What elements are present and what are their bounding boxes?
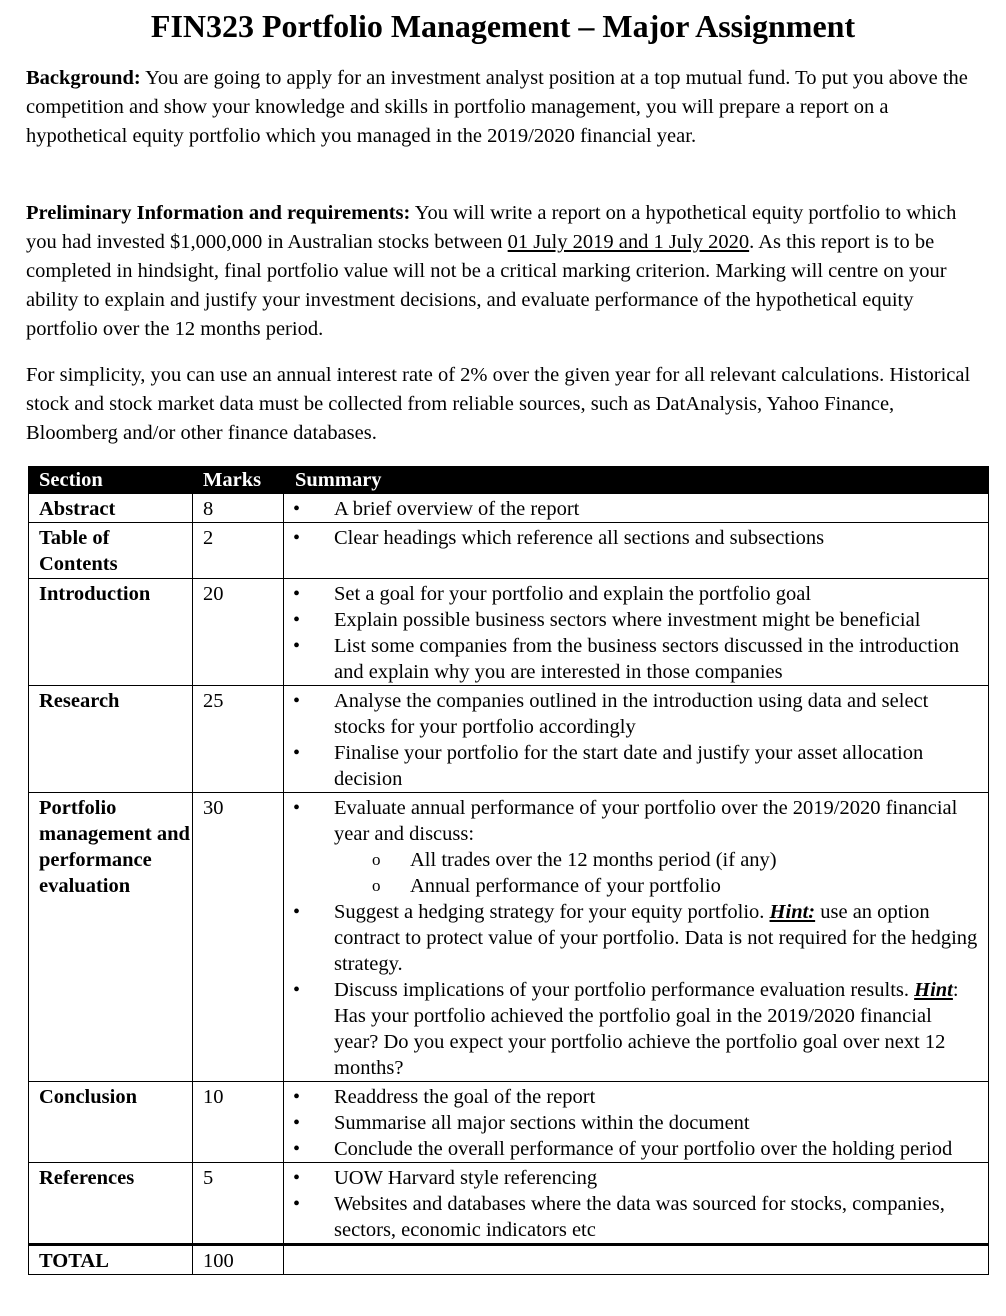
preliminary-dates: 01 July 2019 and 1 July 2020 bbox=[507, 231, 750, 253]
table-row bbox=[29, 793, 989, 1082]
preliminary-paragraph bbox=[26, 199, 988, 344]
sub-list-item: o Annual performance of your portfolio bbox=[334, 873, 980, 899]
section-introduction: Introduction bbox=[29, 579, 193, 686]
section-references: References bbox=[29, 1163, 193, 1245]
list-item: • Explain possible business sectors where investment might be beneficial bbox=[284, 607, 980, 633]
background-text: You are going to apply for an investment analyst position at a top mutual fund. To put you above the competition and show your knowledge and skills in portfolio management, you will prepare a report on a hypothetical equity portfolio which you managed in the 2019/2020 financial year. bbox=[26, 67, 968, 147]
bullet-text: Discuss implications of your portfolio performance evaluation results. bbox=[334, 979, 910, 1001]
table-row bbox=[29, 494, 989, 523]
list-item: • Readdress the goal of the report bbox=[284, 1084, 980, 1110]
list-item: • Summarise all major sections within the document bbox=[284, 1110, 980, 1136]
simplicity-paragraph: For simplicity, you can use an annual interest rate of 2% over the given year for all relevant calculations. Historical stock and stock market data must be collected from reliable sources, such as DatAnalysis, Yahoo Finance, Bloomberg and/or other finance databases. bbox=[26, 364, 971, 444]
marks-introduction: 20 bbox=[193, 579, 284, 686]
marks-abstract: 8 bbox=[193, 494, 284, 523]
background-label: Background: bbox=[26, 67, 141, 89]
table-row bbox=[29, 1082, 989, 1163]
header-summary: Summary bbox=[284, 467, 989, 494]
summary-conclusion bbox=[284, 1082, 989, 1163]
section-conclusion: Conclusion bbox=[29, 1082, 193, 1163]
table-row bbox=[29, 1163, 989, 1245]
section-table-of-contents: Table of Contents bbox=[29, 523, 193, 579]
background-paragraph bbox=[26, 64, 988, 151]
marks-research: 25 bbox=[193, 686, 284, 793]
sub-list-item: o All trades over the 12 months period (if any) bbox=[334, 847, 980, 873]
total-row bbox=[29, 1245, 989, 1275]
marking-rubric-table bbox=[28, 466, 989, 1275]
total-summary-empty bbox=[284, 1245, 989, 1275]
page-title: FIN323 Portfolio Management – Major Assignment bbox=[150, 8, 856, 44]
table-row bbox=[29, 686, 989, 793]
preliminary-text-a: You will write a report on a hypothetical equity portfolio to which you had invested $1,000,000 in Australian stocks between bbox=[26, 202, 957, 253]
bullet-text: Suggest a hedging strategy for your equity portfolio. bbox=[334, 901, 765, 923]
list-item: • Conclude the overall performance of your portfolio over the holding period bbox=[284, 1136, 980, 1162]
summary-portfolio-management bbox=[284, 793, 989, 1082]
section-abstract: Abstract bbox=[29, 494, 193, 523]
list-item: • UOW Harvard style referencing bbox=[284, 1165, 980, 1191]
list-item bbox=[284, 795, 980, 899]
section-research: Research bbox=[29, 686, 193, 793]
header-section: Section bbox=[29, 467, 193, 494]
summary-research bbox=[284, 686, 989, 793]
marks-conclusion: 10 bbox=[193, 1082, 284, 1163]
summary-introduction bbox=[284, 579, 989, 686]
section-portfolio-management: Portfolio management and performance evaluation bbox=[29, 793, 193, 1082]
summary-abstract bbox=[284, 494, 989, 523]
list-item bbox=[284, 977, 980, 1081]
bullet-text: : Has your portfolio achieved the portfolio goal in the 2019/2020 financial year? Do you expect your portfolio achieve the portfolio goal over next 12 months? bbox=[334, 979, 959, 1079]
table-row bbox=[29, 579, 989, 686]
list-item: • Finalise your portfolio for the start date and justify your asset allocation decision bbox=[284, 740, 980, 792]
list-item: • Clear headings which reference all sections and subsections bbox=[284, 525, 980, 551]
preliminary-label: Preliminary Information and requirements: bbox=[26, 202, 411, 224]
table-row bbox=[29, 523, 989, 579]
table-header-row bbox=[29, 467, 989, 494]
list-item: • Websites and databases where the data was sourced for stocks, companies, sectors, economic indicators etc bbox=[284, 1191, 980, 1243]
marks-table-of-contents: 2 bbox=[193, 523, 284, 579]
summary-references bbox=[284, 1163, 989, 1245]
bullet-text: Evaluate annual performance of your portfolio over the 2019/2020 financial year and discuss: bbox=[334, 797, 958, 845]
marks-references: 5 bbox=[193, 1163, 284, 1245]
summary-table-of-contents bbox=[284, 523, 989, 579]
bullet-text: use an option contract to protect value of your portfolio. Data is not required for the hedging strategy. bbox=[334, 901, 978, 975]
marks-portfolio-management: 30 bbox=[193, 793, 284, 1082]
header-marks: Marks bbox=[193, 467, 284, 494]
list-item: • A brief overview of the report bbox=[284, 496, 980, 522]
list-item: • Analyse the companies outlined in the introduction using data and select stocks for your portfolio accordingly bbox=[284, 688, 980, 740]
list-item: • Set a goal for your portfolio and explain the portfolio goal bbox=[284, 581, 980, 607]
hint-label: Hint bbox=[914, 979, 953, 1001]
list-item: • List some companies from the business sectors discussed in the introduction and explain why you are interested in those companies bbox=[284, 633, 980, 685]
list-item bbox=[284, 899, 980, 977]
preliminary-text-b: . As this report is to be completed in hindsight, final portfolio value will not be a critical marking criterion. Marking will centre on your ability to explain and justify your investment decisions, and evaluate performance of the hypothetical equity portfolio over the 12 months period. bbox=[26, 231, 947, 340]
total-label: TOTAL bbox=[29, 1245, 193, 1275]
total-marks: 100 bbox=[193, 1245, 284, 1275]
hint-label: Hint: bbox=[769, 901, 816, 923]
